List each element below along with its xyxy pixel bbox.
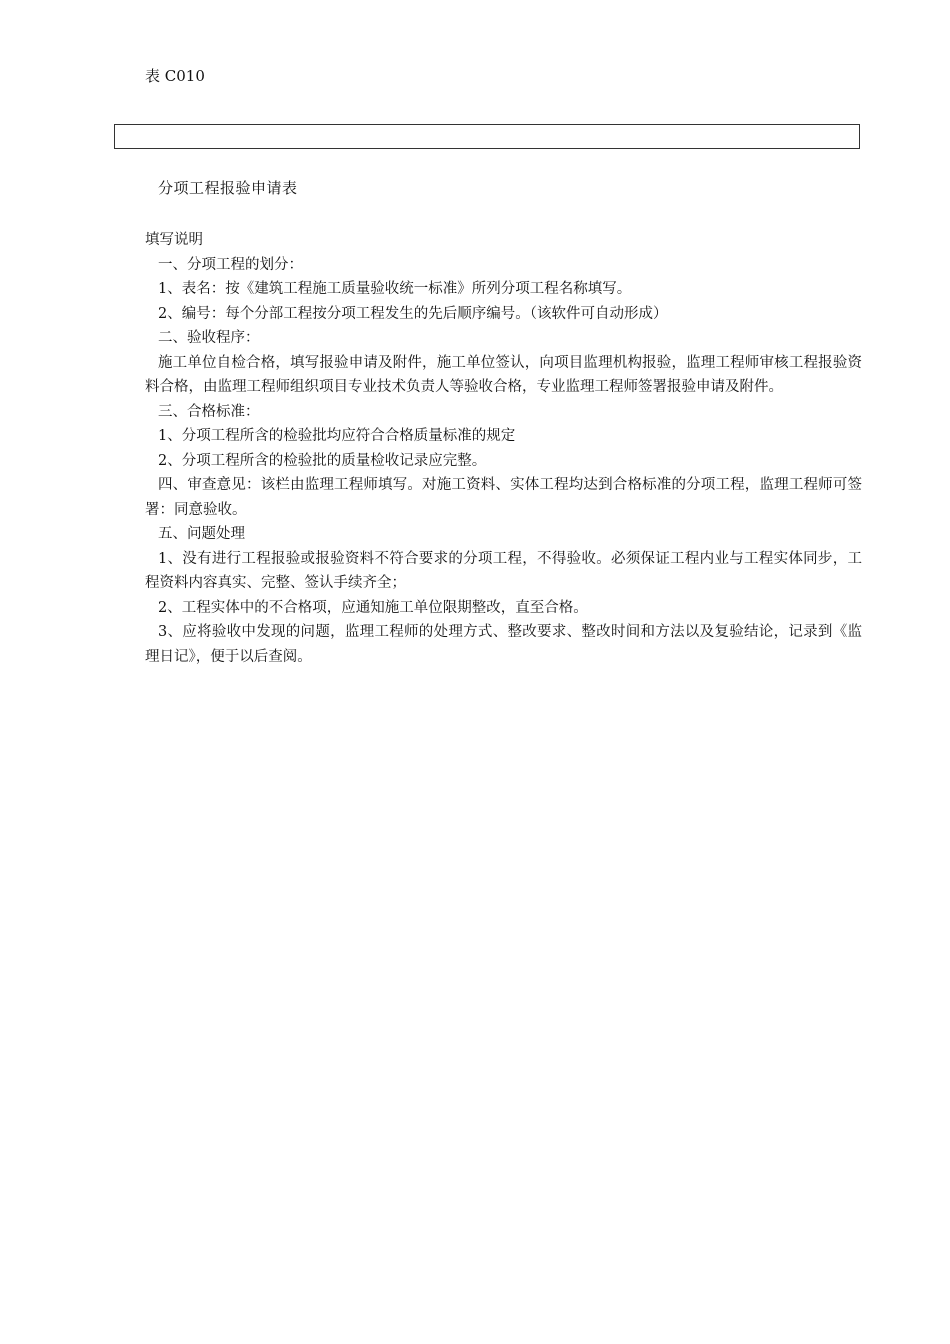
section-1-item-2: 2、编号：每个分部工程按分项工程发生的先后顺序编号。（该软件可自动形成） bbox=[158, 305, 668, 322]
instructions-section bbox=[145, 228, 862, 669]
document-title: 分项工程报验申请表 bbox=[158, 179, 298, 197]
section-5-item-3: 3、应将验收中发现的问题，监理工程师的处理方式、整改要求、整改时间和方法以及复验结论，记录到《监理日记》，便于以后查阅。 bbox=[145, 624, 862, 665]
section-3-heading: 三、合格标准： bbox=[158, 403, 260, 420]
section-4-text: 四、审查意见：该栏由监理工程师填写。对施工资料、实体工程均达到合格标准的分项工程，监理工程师可签署：同意验收。 bbox=[145, 477, 862, 518]
section-2-text: 施工单位自检合格，填写报验申请及附件，施工单位签认，向项目监理机构报验，监理工程师审核工程报验资料合格，由监理工程师组织项目专业技术负责人等验收合格，专业监理工程师签署报验申请及附件。 bbox=[145, 354, 862, 395]
section-5-item-1: 1、没有进行工程报验或报验资料不符合要求的分项工程，不得验收。必须保证工程内业与工程实体同步，工程资料内容真实、完整、签认手续齐全； bbox=[145, 550, 862, 591]
section-3-item-1: 1、分项工程所含的检验批均应符合合格质量标准的规定 bbox=[158, 428, 516, 444]
section-3-item-2: 2、分项工程所含的检验批的质量检收记录应完整。 bbox=[158, 452, 487, 469]
section-5-item-2: 2、工程实体中的不合格项，应通知施工单位限期整改，直至合格。 bbox=[158, 599, 588, 616]
header-box bbox=[114, 124, 860, 149]
section-1-heading: 一、分项工程的划分： bbox=[158, 256, 303, 273]
form-code: 表 C010 bbox=[145, 67, 205, 85]
instructions-heading: 填写说明 bbox=[145, 232, 203, 248]
section-5-heading: 五、问题处理 bbox=[158, 526, 245, 542]
section-2-heading: 二、验收程序： bbox=[158, 330, 260, 346]
section-1-item-1: 1、表名：按《建筑工程施工质量验收统一标准》所列分项工程名称填写。 bbox=[158, 281, 632, 297]
